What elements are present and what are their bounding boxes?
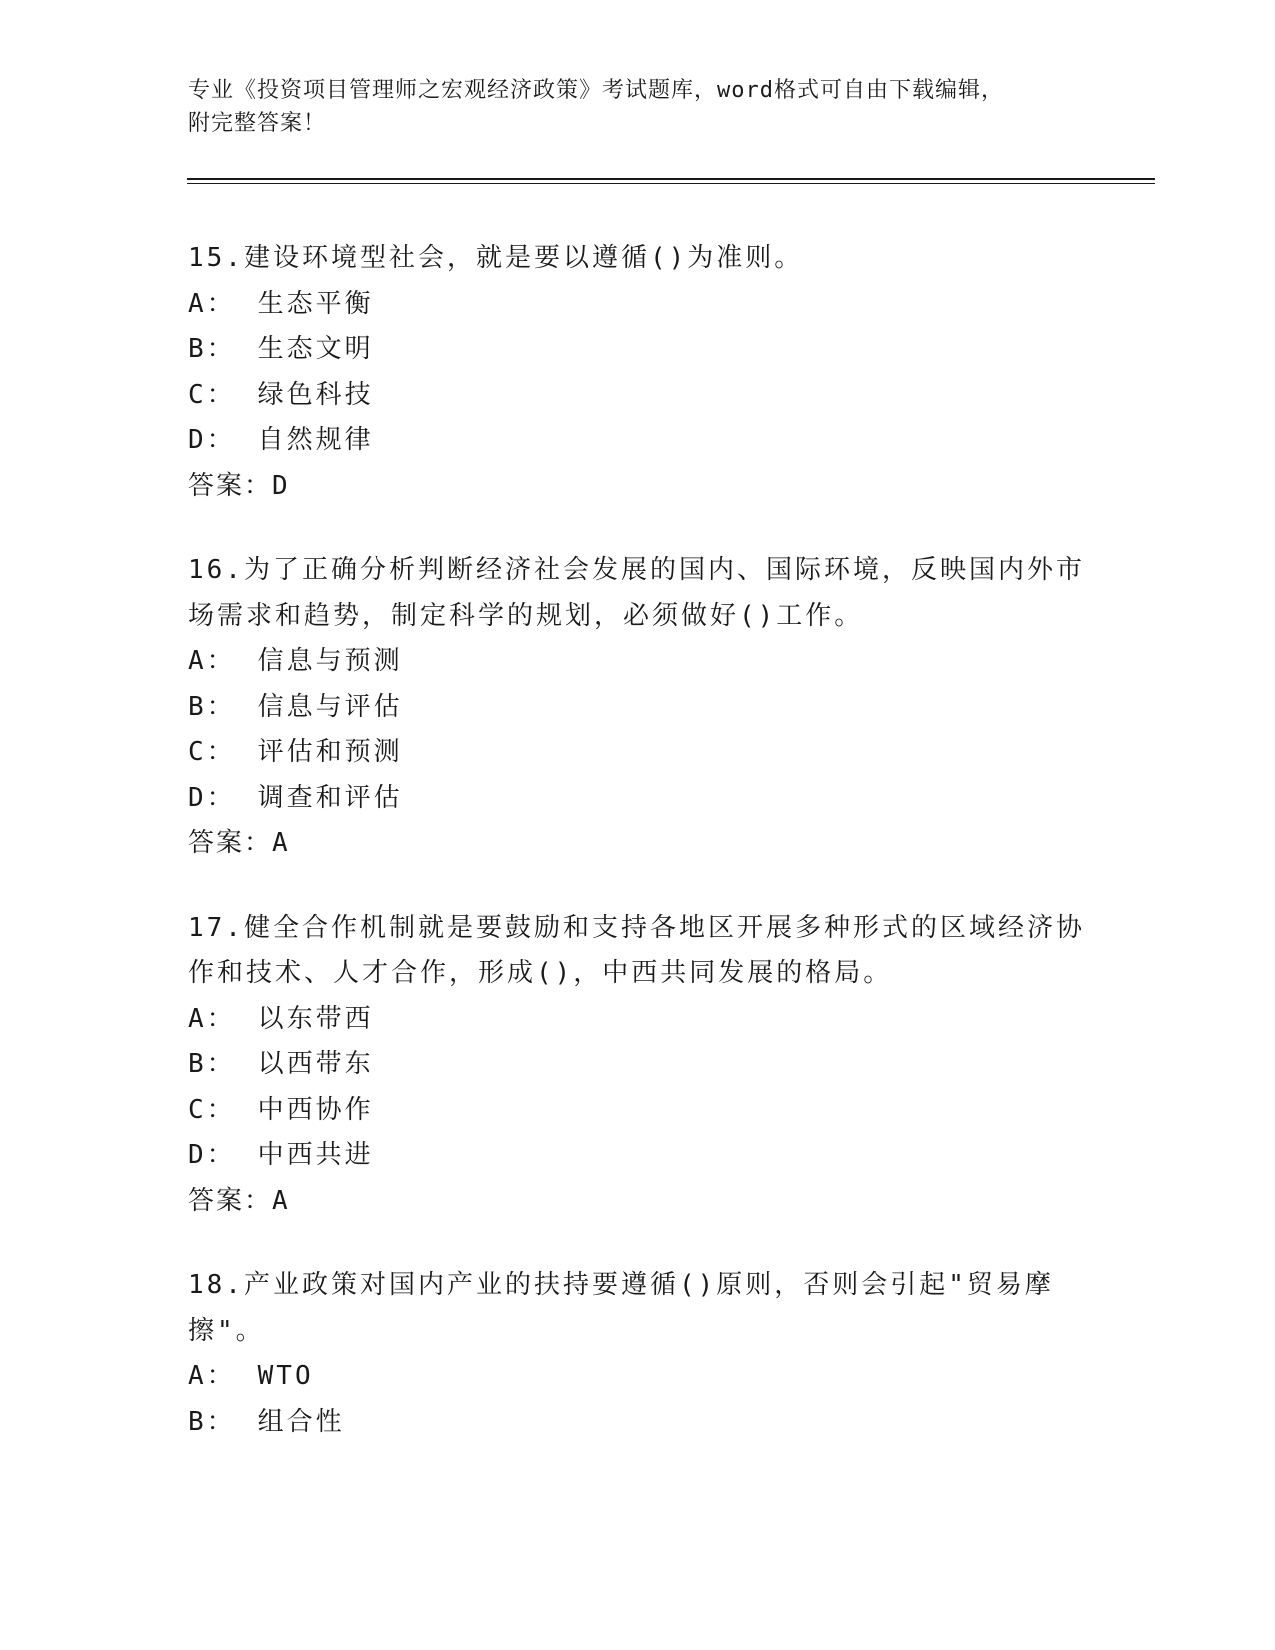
option-text: 生态文明 [257, 334, 374, 364]
option-text: 中西共进 [257, 1140, 374, 1170]
option-letter: D： [188, 425, 236, 455]
option-text: 以东带西 [257, 1003, 374, 1034]
document-header [188, 74, 1088, 140]
option-letter: B： [188, 334, 236, 364]
option-text: 调查和评估 [257, 782, 403, 813]
option-letter: B： [188, 691, 236, 722]
question-15 [188, 236, 1088, 509]
option-a [188, 997, 1088, 1043]
option-text: 生态平衡 [257, 288, 374, 319]
option-c [188, 373, 1088, 419]
header-line-2: 附完整答案！ [188, 111, 327, 136]
answer-label: 答案： [188, 828, 273, 858]
question-18 [188, 1263, 1088, 1445]
answer-line [188, 821, 1088, 867]
question-text: 18.产业政策对国内产业的扶持要遵循()原则，否则会引起"贸易摩擦"。 [188, 1270, 1054, 1346]
question-17 [188, 906, 1088, 1225]
option-letter: D： [188, 1140, 236, 1170]
option-text: 信息与评估 [257, 691, 403, 722]
option-letter: D： [188, 782, 236, 813]
option-letter: B： [188, 1049, 236, 1079]
option-a [188, 1354, 1088, 1400]
option-a [188, 282, 1088, 328]
option-letter: A： [188, 1003, 236, 1034]
answer-label: 答案： [188, 1185, 273, 1216]
header-divider-top [187, 178, 1155, 180]
option-text: WTO [257, 1361, 314, 1391]
option-letter: C： [188, 379, 236, 410]
question-text: 16.为了正确分析判断经济社会发展的国内、国际环境，反映国内外市场需求和趋势，制定科学的规划，必须做好()工作。 [188, 555, 1085, 631]
option-d [188, 776, 1088, 822]
option-text: 以西带东 [257, 1049, 374, 1079]
option-c [188, 730, 1088, 776]
option-text: 自然规律 [257, 425, 374, 455]
option-b [188, 1400, 1088, 1446]
answer-line [188, 1179, 1088, 1225]
question-text: 17.健全合作机制就是要鼓励和支持各地区开展多种形式的区域经济协作和技术、人才合作，形成()，中西共同发展的格局。 [188, 912, 1085, 988]
question-text: 15.建设环境型社会，就是要以遵循()为准则。 [188, 243, 804, 273]
option-d [188, 418, 1088, 464]
answer-value: D [272, 470, 290, 501]
option-text: 评估和预测 [257, 737, 403, 767]
option-letter: A： [188, 288, 236, 319]
option-b [188, 685, 1088, 731]
header-line-1: 专业《投资项目管理师之宏观经济政策》考试题库，word格式可自由下载编辑， [188, 78, 1004, 103]
option-text: 组合性 [257, 1406, 345, 1437]
header-divider-bottom [187, 183, 1155, 184]
option-text: 中西协作 [257, 1094, 374, 1125]
option-c [188, 1088, 1088, 1134]
option-b [188, 327, 1088, 373]
answer-value: A [272, 1185, 290, 1216]
answer-line [188, 464, 1088, 510]
answer-value: A [272, 828, 290, 858]
option-b [188, 1042, 1088, 1088]
option-letter: A： [188, 1361, 236, 1391]
question-list [188, 236, 1088, 1484]
question-16 [188, 548, 1088, 867]
option-d [188, 1133, 1088, 1179]
option-letter: C： [188, 1094, 236, 1125]
option-a [188, 639, 1088, 685]
answer-label: 答案： [188, 470, 273, 501]
option-text: 信息与预测 [257, 646, 403, 676]
option-letter: C： [188, 737, 236, 767]
option-letter: B： [188, 1406, 236, 1437]
option-letter: A： [188, 646, 236, 676]
option-text: 绿色科技 [257, 379, 374, 410]
